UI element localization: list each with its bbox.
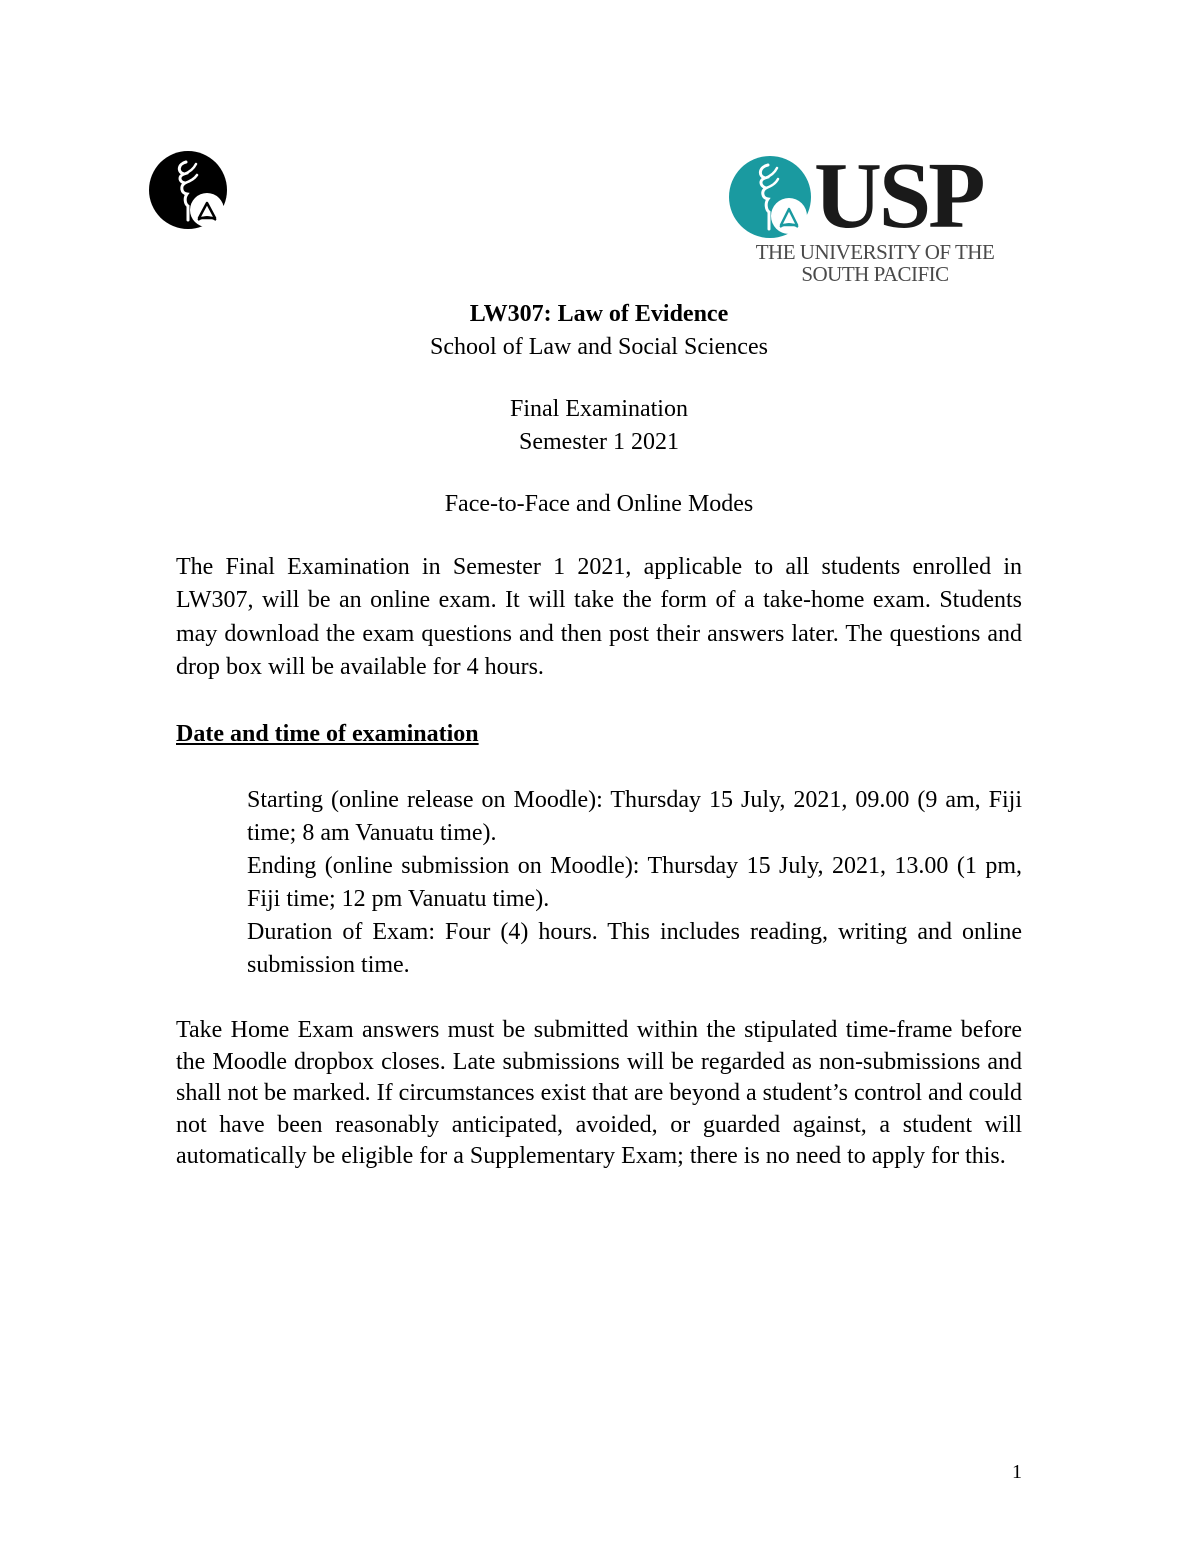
- university-name: THE UNIVERSITY OF THE SOUTH PACIFIC: [755, 240, 995, 286]
- start-time-item: Starting (online release on Moodle): Thursday 15 July, 2021, 09.00 (9 am, Fiji time; 8 am Vanuatu time).: [247, 787, 1022, 846]
- usp-emblem-icon: [728, 155, 812, 239]
- exam-name: Final Examination: [510, 396, 688, 422]
- duration-item: Duration of Exam: Four (4) hours. This includes reading, writing and online submission time.: [247, 919, 1022, 978]
- course-title: LW307: Law of Evidence: [469, 301, 729, 327]
- school-emblem-icon: [148, 150, 228, 230]
- intro-paragraph: The Final Examination in Semester 1 2021, applicable to all students enrolled in LW307, will be an online exam. It will take the form of a take-home exam. Students may download the exam questions and then post their answers later. The questions and drop box will be available for 4 hours.: [176, 554, 1022, 680]
- school-name: School of Law and Social Sciences: [430, 334, 768, 360]
- usp-logo: [728, 144, 1018, 286]
- semester-label: Semester 1 2021: [519, 429, 679, 455]
- closing-paragraph: Take Home Exam answers must be submitted within the stipulated time-frame before the Moodle dropbox closes. Late submissions will be regarded as non-submissions and shall not be marked. If circumstances exist that are beyond a student’s control and could not have been reasonably anticipated, avoided, or guarded against, a student will automatically be eligible for a Supplementary Exam; there is no need to apply for this.: [176, 1017, 1022, 1170]
- usp-wordmark: USP: [814, 144, 983, 248]
- schedule-list: [247, 784, 1022, 982]
- exam-modes: Face-to-Face and Online Modes: [444, 491, 754, 517]
- end-time-item: Ending (online submission on Moodle): Thursday 15 July, 2021, 13.00 (1 pm, Fiji time; 12 pm Vanuatu time).: [247, 853, 1022, 912]
- page-number: 1: [1012, 1461, 1022, 1483]
- schedule-heading: Date and time of examination: [176, 721, 479, 747]
